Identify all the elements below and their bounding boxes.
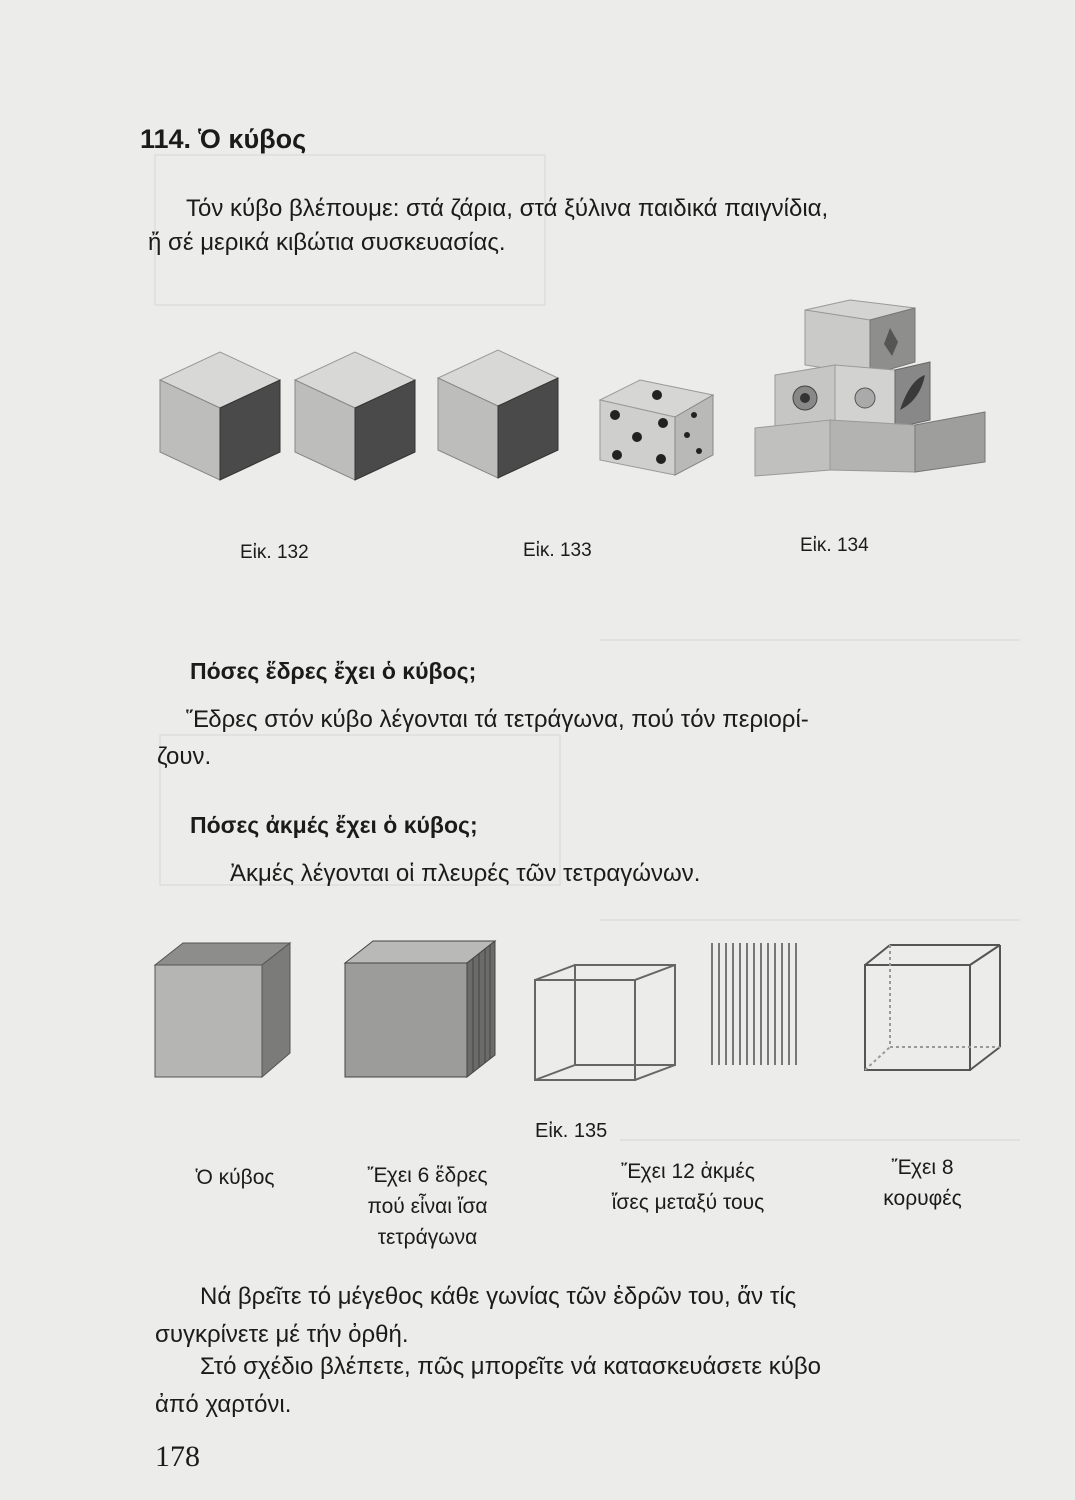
- plain-cube-2: [295, 352, 415, 480]
- closing-line-4: ἀπό χαρτόνι.: [155, 1391, 292, 1418]
- closing-line-2: συγκρίνετε μέ τήν ὀρθή.: [155, 1321, 409, 1348]
- edges-question: Πόσες ἀκμές ἔχει ὁ κύβος;: [190, 812, 478, 838]
- label-faces: [335, 1160, 520, 1253]
- faces-line-2: ζουν.: [157, 743, 212, 770]
- plain-cube-1: [160, 352, 280, 480]
- label-vertices-line-2: κορυφές: [883, 1187, 962, 1210]
- intro-line-1: Τόν κύβο βλέπουμε: στά ζάρια, στά ξύλινα παιδικά παιγνίδια,: [186, 195, 829, 222]
- figure-135-cube-parts: [150, 935, 1020, 1085]
- figure-133-dice: [595, 365, 720, 480]
- intro-line-2: ἤ σέ μερικά κιβώτια συσκευασίας.: [148, 229, 506, 256]
- edges-line-1: Ἀκμές λέγονται οἱ πλευρές τῶν τετραγώνων.: [230, 860, 701, 887]
- section-title: 114. Ὁ κύβος: [140, 124, 307, 154]
- label-faces-line-2: πού εἶναι ἴσα: [367, 1195, 488, 1218]
- faces-stack: [345, 941, 495, 1077]
- figure-132-cubes: [150, 340, 570, 490]
- caption-fig-133: Εἰκ. 133: [523, 540, 592, 561]
- faces-question: Πόσες ἕδρες ἔχει ὁ κύβος;: [190, 658, 477, 684]
- label-edges: [578, 1156, 798, 1218]
- label-vertices-line-1: Ἔχει 8: [891, 1156, 954, 1179]
- edge-sticks: [712, 943, 796, 1065]
- label-faces-line-1: Ἔχει 6 ἕδρες: [367, 1164, 488, 1187]
- edges-wireframe: [535, 965, 675, 1080]
- label-faces-line-3: τετράγωνα: [377, 1226, 478, 1249]
- label-cube-line: Ὁ κύβος: [195, 1166, 275, 1189]
- label-cube: [175, 1162, 295, 1193]
- caption-fig-135: Εἰκ. 135: [535, 1120, 608, 1142]
- solid-cube: [155, 943, 290, 1077]
- plain-cube-3: [438, 350, 558, 478]
- caption-fig-134: Εἰκ. 134: [800, 535, 869, 556]
- label-edges-line-1: Ἔχει 12 ἀκμές: [621, 1160, 755, 1183]
- vertices-wireframe: [865, 945, 1000, 1070]
- caption-fig-132: Εἰκ. 132: [240, 542, 309, 563]
- figure-134-toy-blocks: [750, 300, 995, 480]
- closing-line-1: Νά βρεῖτε τό μέγεθος κάθε γωνίας τῶν ἑδρῶν του, ἄν τίς: [200, 1283, 797, 1310]
- page-number: 178: [155, 1440, 200, 1473]
- closing-line-3: Στό σχέδιο βλέπετε, πῶς μπορεῖτε νά κατασκευάσετε κύβο: [200, 1353, 822, 1380]
- label-vertices: [855, 1152, 990, 1214]
- faces-line-1: Ἕδρες στόν κύβο λέγονται τά τετράγωνα, πού τόν περιορί-: [186, 706, 809, 733]
- label-edges-line-2: ἴσες μεταξύ τους: [611, 1191, 765, 1214]
